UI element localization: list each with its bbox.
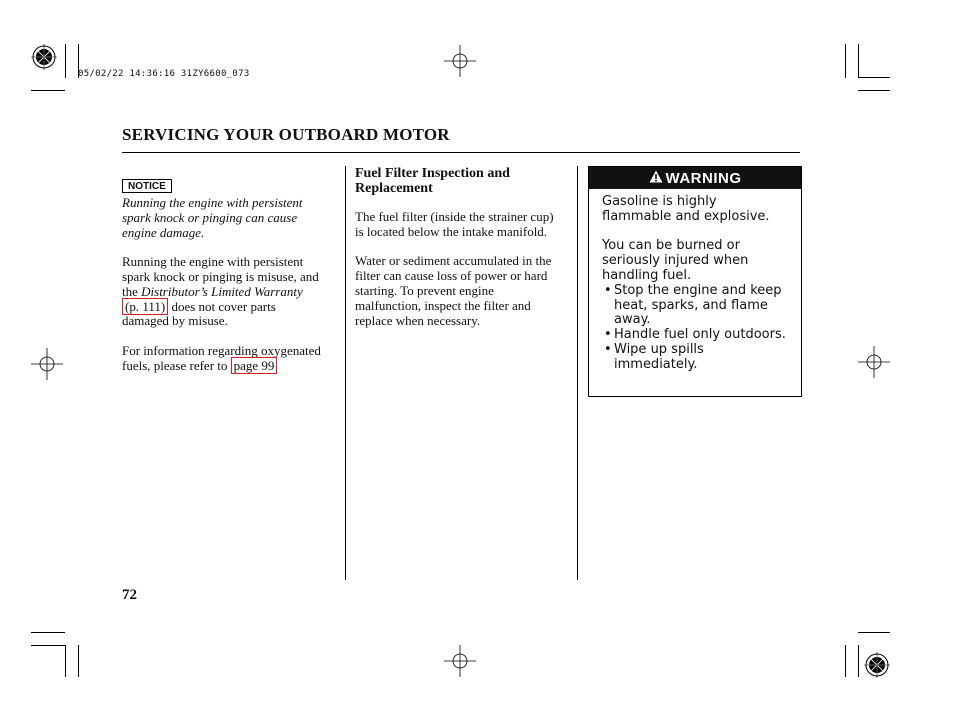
column-divider [577,166,578,580]
crop-mark [845,44,846,78]
registration-mark-top-left [31,44,57,70]
crop-mark [858,90,890,91]
crop-mark [65,645,66,677]
column-1 [122,178,322,374]
page-number: 72 [122,587,137,603]
warning-header [589,167,801,189]
registration-crosshair-top [444,45,476,77]
crop-mark [858,44,859,78]
warranty-paragraph: Running the engine with persistent spark knock or pinging is misuse, and the Distributor’s Limited Warranty (p. 111) does not cover parts damaged by misuse. [122,254,319,329]
section-title: SERVICING YOUR OUTBOARD MOTOR [122,125,450,144]
crop-mark [858,77,890,78]
warning-body [589,189,801,373]
warranty-page-link[interactable]: (p. 111) [122,298,168,315]
registration-crosshair-bottom [444,645,476,677]
crop-mark [78,645,79,677]
header-rule [122,152,800,153]
crop-mark [858,632,890,633]
warning-bullet-item: • Handle fuel only outdoors. [604,327,786,343]
warning-line-2: You can be burned or seriously injured when handling fuel. [602,238,749,283]
notice-text: Running the engine with persistent spark knock or pinging can cause engine damage. [122,195,303,240]
registration-mark-bottom-right [864,652,890,678]
fuel-filter-maintenance-text: Water or sediment accumulated in the filter can cause loss of power or hard starting. To prevent engine malfunction, inspect the filter and replace when necessary. [355,253,552,328]
notice-badge: NOTICE [122,179,172,193]
fuel-filter-location-text: The fuel filter (inside the strainer cup) is located below the intake manifold. [355,209,554,239]
registration-crosshair-right [858,346,890,378]
page-99-link[interactable]: page 99 [231,357,278,374]
warning-line-1: Gasoline is highly flammable and explosive. [602,194,770,224]
crop-mark [31,632,65,633]
column-2 [355,166,563,328]
warning-bullet-item: • Stop the engine and keep heat, sparks, and flame away. [604,282,782,328]
warning-triangle-icon [649,170,663,187]
warranty-title: Distributor’s Limited Warranty [141,283,303,299]
warning-box [588,166,802,397]
warning-label: WARNING [665,169,742,187]
warning-bullet-list [602,284,789,373]
fuel-filter-heading: Fuel Filter Inspection and Replacement [355,166,510,196]
crop-mark [65,44,66,78]
crop-mark [31,645,65,646]
crop-mark [31,90,65,91]
crop-mark [845,645,846,677]
crop-mark [858,645,859,677]
oxygenated-fuels-paragraph: For information regarding oxygenated fuels, please refer to page 99 [122,342,321,373]
column-divider [345,166,346,580]
registration-crosshair-left [31,348,63,380]
warning-bullet-item: • Wipe up spills immediately. [604,341,704,372]
print-timestamp: 05/02/22 14:36:16 31ZY6600_073 [78,69,250,79]
